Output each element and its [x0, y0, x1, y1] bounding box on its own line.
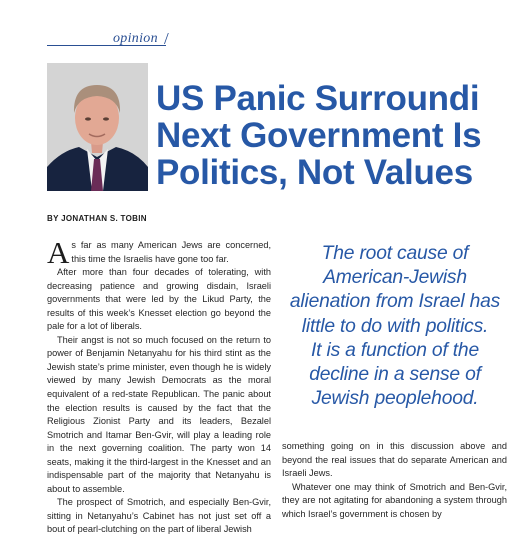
body-paragraph: The prospect of Smotrich, and especially Ben-Gvir, sitting in Netanyahu’s Cabinet has not just set off a bout of pearl-clutching on the part of liberal Jewish [47, 497, 271, 535]
pull-quote-line: alienation from Israel has [289, 291, 501, 313]
author-photo [47, 63, 148, 191]
headline-line: US Panic Surroundi [156, 80, 480, 118]
pull-quote-line: It is a function of the [311, 339, 479, 361]
body-paragraph: Their angst is not so much focused on the return to power of Benjamin Netanyahu for his third stint as the Jewish state’s prime minister, even though he is widely viewed by many Jewish Democrats as the moral equivalent of a red-state Republican. The panic about the election results is caused by the fact that the Religious Zionist Party and its leaders, Bezalel Smotrich and Itamar Ben-Gvir, will play a leading role in the next governing coalition. The party won 14 seats, making it the third-largest in the Knesset and an indispensable part of the majority that Netanyahu is about to assemble. [47, 334, 271, 494]
body-paragraph: something going on in this discussion above and beyond the real issues that do separate American and Israeli Jews. [282, 441, 507, 479]
paragraph-text: s far as many American Jews are concerned, this time the Israelis have gone too far. [71, 240, 271, 264]
pull-quote-line: decline in a sense of [309, 364, 481, 386]
byline: BY JONATHAN S. TOBIN [47, 214, 147, 223]
drop-cap: A [47, 235, 70, 270]
pull-quote-line: American-Jewish [323, 267, 467, 289]
section-slash: / [164, 29, 169, 48]
headline-line: Next Government Is [156, 116, 482, 155]
body-paragraph [47, 235, 271, 270]
author-portrait-image [47, 63, 148, 191]
body-paragraph: Whatever one may think of Smotrich and Ben-Gvir, they are not agitating for abandoning a system through which Israel’s government is chosen by [282, 481, 507, 519]
article-headline [156, 80, 512, 191]
pull-quote-line: little to do with politics. [301, 315, 489, 337]
headline-line: Politics, Not Values [156, 153, 473, 191]
section-label: opinion [113, 31, 158, 46]
body-column-right [282, 440, 507, 521]
pull-quote [282, 242, 508, 411]
pull-quote-line: The root cause of [321, 243, 469, 264]
body-column-left [47, 235, 271, 537]
body-paragraph: After more than four decades of tolerating, with decreasing patience and growing disdain, Israeli governments that were led by the Likud Party, the results of this week’s Knesset election go beyond the pale for a lot of liberals. [47, 267, 271, 332]
pull-quote-line: Jewish peoplehood. [311, 388, 479, 410]
